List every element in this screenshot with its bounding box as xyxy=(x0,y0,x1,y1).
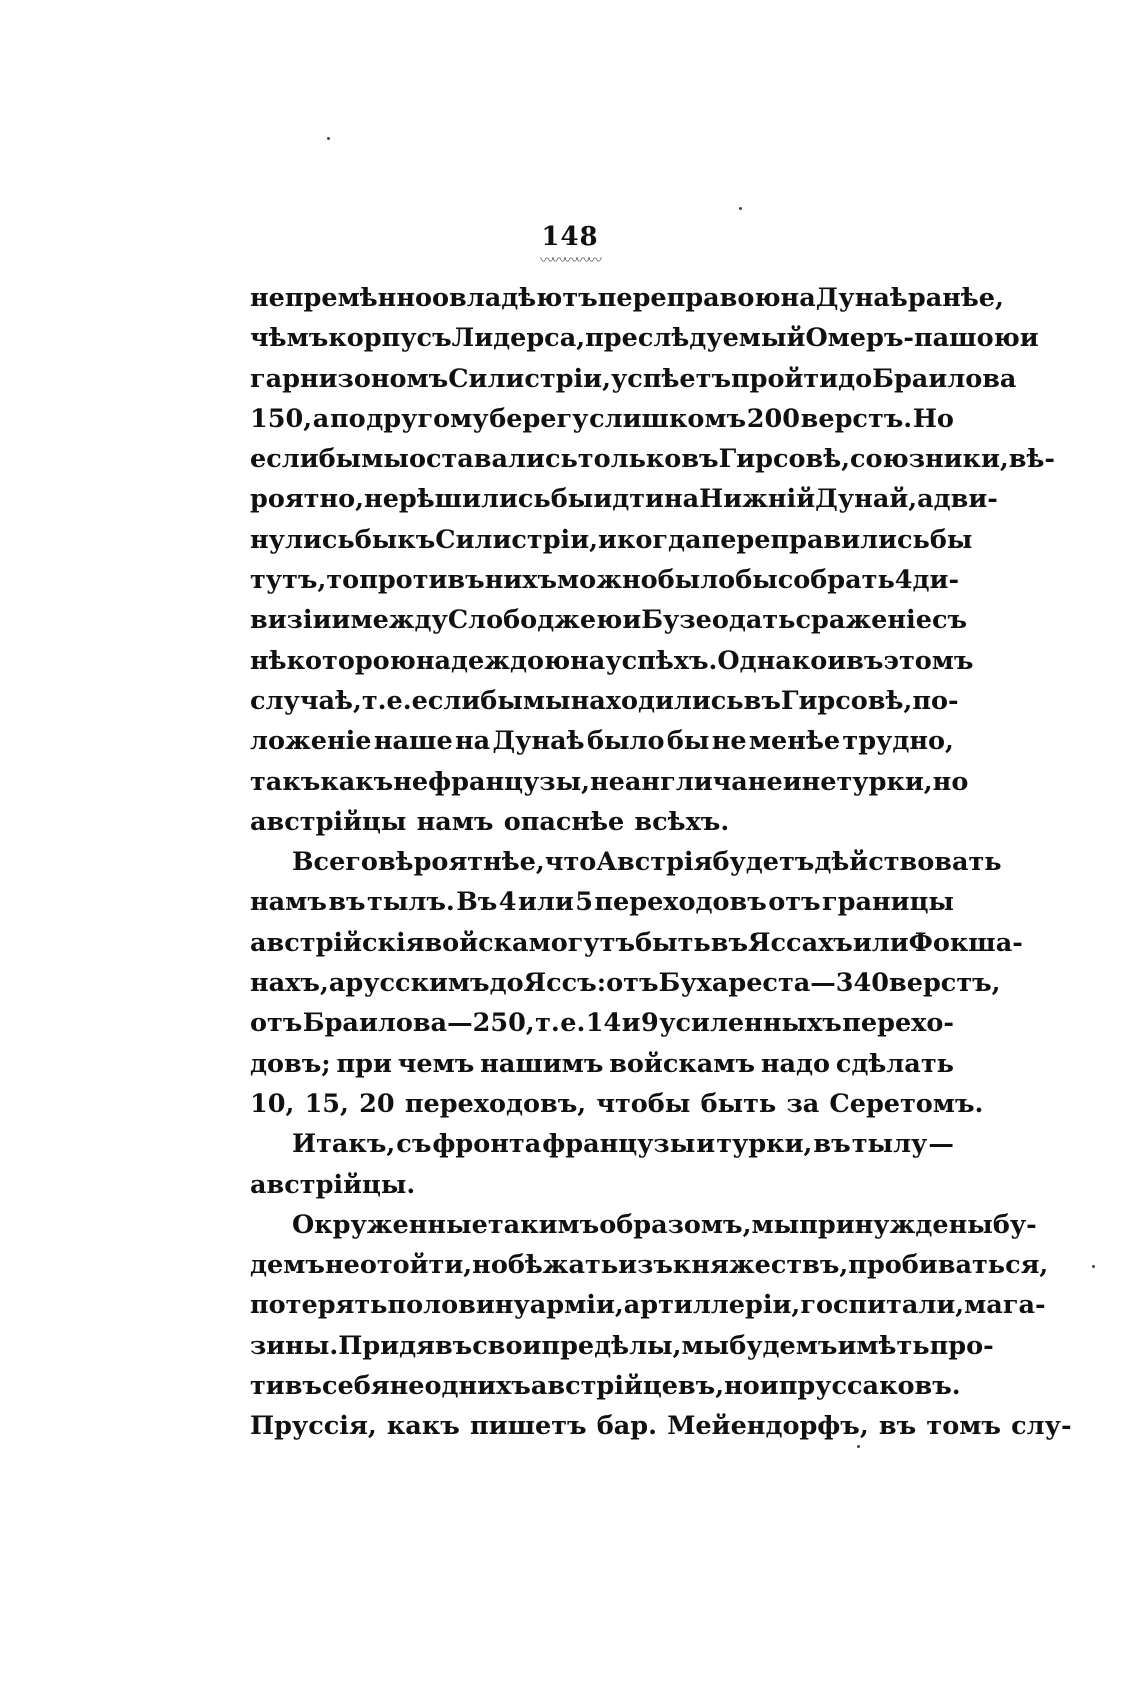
scan-speck xyxy=(1092,1265,1095,1268)
text-line: Пруссія, какъ пишетъ бар. Мейендорфъ, въ томъ слу- xyxy=(250,1411,1072,1442)
body-text xyxy=(250,278,1072,1447)
text-line: 150, а по другому берегу слишкомъ 200 верстъ. Но xyxy=(250,403,954,434)
page-number-ornament: 〰〰〰〰〰 xyxy=(540,253,600,269)
text-line: Всего вѣроятнѣе, что Австрія будетъ дѣйствовать xyxy=(292,847,1002,878)
text-line: отъ Браилова—250, т. е. 14 и 9 усиленныхъ перехо- xyxy=(250,1008,954,1039)
text-line: гарнизономъ Силистріи, успѣетъ пройти до Браилова xyxy=(250,363,1017,394)
text-line: непремѣнно овладѣютъ переправою на Дунаѣ ранѣе, xyxy=(250,283,1004,313)
text-line: нулись бы къ Силистріи, и когда переправились бы xyxy=(250,524,973,555)
scan-speck xyxy=(857,1445,860,1448)
text-line: зины. Придя въ свои предѣлы, мы будемъ имѣть про- xyxy=(250,1330,994,1361)
text-line: нахъ, а русскимъ до Яссъ: отъ Бухареста—340 верстъ, xyxy=(250,968,1001,999)
text-line: австрійскія войска могутъ быть въ Яссахъ или Фокша- xyxy=(250,927,1023,958)
text-line: австрійцы. xyxy=(250,1169,416,1200)
text-line: намъ въ тылъ. Въ 4 или 5 переходовъ отъ границы xyxy=(250,887,954,918)
scan-speck xyxy=(739,207,742,210)
text-line: Итакъ, съ фронта французы и турки, въ тылу — xyxy=(292,1129,954,1160)
text-line: тивъ себя не однихъ австрійцевъ, но и пруссаковъ. xyxy=(250,1371,961,1402)
text-line: роятно, не рѣшились бы идти на Нижній Дунай, а дви- xyxy=(250,484,998,515)
text-line: довъ; при чемъ нашимъ войскамъ надо сдѣлать xyxy=(250,1048,954,1079)
text-line: потерять половину арміи, артиллеріи, госпитали, мага- xyxy=(250,1290,1046,1321)
text-line: чѣмъ корпусъ Лидерса, преслѣдуемый Омеръ-пашою и xyxy=(250,323,1039,354)
text-line: Окруженные такимъ образомъ, мы принуждены бу- xyxy=(292,1209,1037,1240)
text-line: визіи и между Слободжею и Бузео дать сраженіе съ xyxy=(250,605,968,636)
text-line: тутъ, то противъ нихъ можно было бы собрать 4 ди- xyxy=(250,565,960,596)
text-line: нѣкоторою надеждою на успѣхъ. Однако и въ этомъ xyxy=(250,645,974,676)
text-line: если бы мы оставались только въ Гирсовѣ, союзники, вѣ- xyxy=(250,444,1055,475)
text-line: 10, 15, 20 переходовъ, чтобы быть за Серетомъ. xyxy=(250,1088,984,1119)
page-number: 148 xyxy=(541,222,599,252)
text-line: такъ какъ не французы, не англичане и не турки, но xyxy=(250,766,969,797)
scan-speck xyxy=(327,137,330,140)
text-line: ложеніе наше на Дунаѣ было бы не менѣе трудно, xyxy=(250,726,954,757)
text-line: случаѣ, т. е. если бы мы находились въ Гирсовѣ, по- xyxy=(250,685,959,716)
text-line: демъ не отойти, но бѣжать изъ княжествъ, пробиваться, xyxy=(250,1250,1049,1281)
text-line: австрійцы намъ опаснѣе всѣхъ. xyxy=(250,806,730,837)
